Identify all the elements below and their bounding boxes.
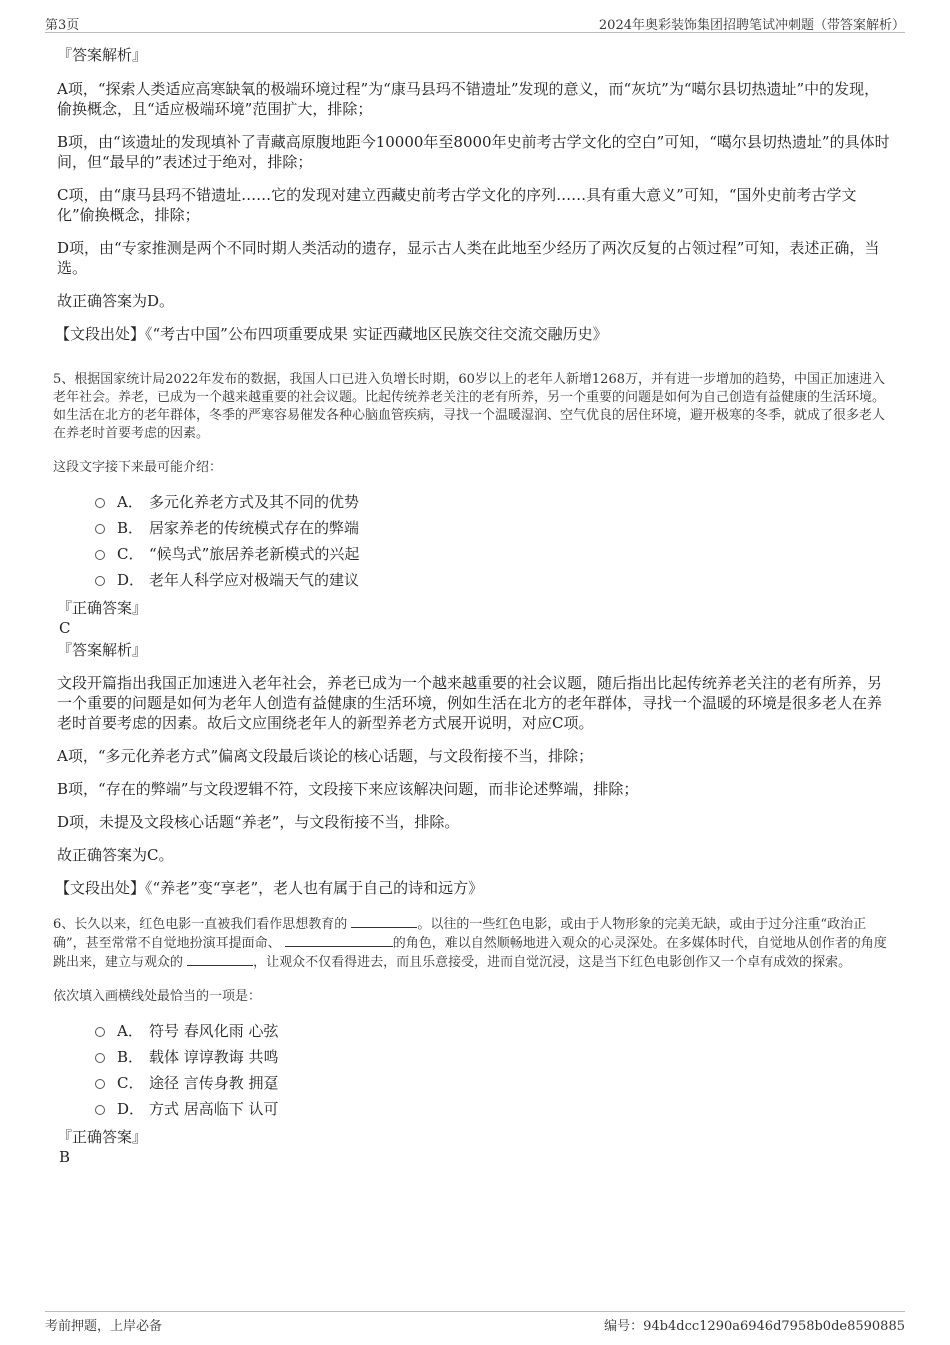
blank-3 (187, 953, 253, 966)
option-a[interactable]: A． 多元化养老方式及其不同的优势 (95, 489, 893, 515)
radio-icon[interactable] (95, 1079, 105, 1089)
question-5-text: 5、根据国家统计局2022年发布的数据，我国人口已进入负增长时期，60岁以上的老年人新增1268万，并有进一步增加的趋势，中国正加速进入老年社会。养老，已成为一个越来越重要的社会议题。比起传统养老关注的老有所养，另一个重要的问题是如何为自己创造有益健康的生活环境。如生活在北方的老年群体，冬季的严寒容易催发各种心脑血管疾病，寻找一个温暖湿润、空气优良的居住环境，避开极寒的冬季，就成了很多老人在养老时首要考虑的因素。 (53, 372, 886, 441)
document-title: 2024年奥彩装饰集团招聘笔试冲刺题（带答案解析） (598, 18, 905, 33)
footer-slogan: 考前押题，上岸必备 (45, 1319, 163, 1334)
page-header (45, 10, 905, 33)
analysis-d: D项，未提及文段核心话题“养老”，与文段衔接不当，排除。 (57, 813, 460, 831)
correct-answer-label: 『正确答案』 (57, 599, 148, 617)
option-d[interactable]: D． 方式 居高临下 认可 (95, 1096, 893, 1122)
question-5-options (95, 489, 893, 593)
question-6-text: 6、长久以来，红色电影一直被我们看作思想教育的 。以往的一些红色电影，或由于人物形象的完美无缺，或由于过分注重“政治正确”，甚至常常不自觉地扮演耳提面命、 的角色，难以自然顺畅地进入观众的心灵深处。在多媒体时代，自觉地从创作者的角度跳出来，建立与观众的 ，让观众不仅看得进去，而且乐意接受，进而自觉沉浸，这是当下红色电影创作又一个卓有成效的探索。 (53, 917, 887, 970)
blank-2 (285, 934, 393, 947)
radio-icon[interactable] (95, 498, 105, 508)
radio-icon[interactable] (95, 550, 105, 560)
correct-answer-label: 『正确答案』 (57, 1128, 148, 1146)
radio-icon[interactable] (95, 524, 105, 534)
source: 【文段出处】《“养老”变“享老”，老人也有属于自己的诗和远方》 (55, 879, 484, 897)
question-6-options (95, 1018, 893, 1122)
option-b[interactable]: B． 居家养老的传统模式存在的弊端 (95, 515, 893, 541)
analysis-c: C项，由“康马县玛不错遗址……它的发现对建立西藏史前考古学文化的序列……具有重大意义”可知，“国外史前考古学文化”偷换概念，排除； (57, 186, 857, 224)
source: 【文段出处】《“考古中国”公布四项重要成果 实证西藏地区民族交往交流交融历史》 (55, 325, 608, 343)
document-content (53, 44, 893, 1166)
analysis-body: 文段开篇指出我国正加速进入老年社会，养老已成为一个越来越重要的社会议题，随后指出比起传统养老关注的老有所养，另一个重要的问题是如何为老年人创造有益健康的生活环境，例如生活在北方的老年群体，寻找一个温暖的环境是很多老人在养老时首要考虑的因素。故后文应围绕老年人的新型养老方式展开说明，对应C项。 (57, 674, 883, 732)
option-d[interactable]: D． 老年人科学应对极端天气的建议 (95, 567, 893, 593)
option-c[interactable]: C． 途径 言传身教 拥趸 (95, 1070, 893, 1096)
analysis-b: B项，由“该遗址的发现填补了青藏高原腹地距今10000年至8000年史前考古学文化的空白”可知，“噶尔县切热遗址”的具体时间，但“最早的”表述过于绝对，排除； (57, 133, 890, 171)
document-id: 编号：94b4dcc1290a6946d7958b0de8590885 (604, 1319, 905, 1334)
radio-icon[interactable] (95, 1027, 105, 1037)
analysis-a: A项，“多元化养老方式”偏离文段最后谈论的核心话题，与文段衔接不当，排除； (57, 747, 594, 765)
analysis-d: D项，由“专家推测是两个不同时期人类活动的遗存，显示古人类在此地至少经历了两次反复的占领过程”可知，表述正确，当选。 (57, 239, 880, 277)
conclusion: 故正确答案为D。 (57, 292, 175, 310)
analysis-b: B项，“存在的弊端”与文段逻辑不符，文段接下来应该解决问题，而非论述弊端，排除； (57, 780, 639, 798)
radio-icon[interactable] (95, 1105, 105, 1115)
correct-answer: B (59, 1148, 71, 1166)
analysis-a: A项，“探索人类适应高寒缺氧的极端环境过程”为“康马县玛不错遗址”发现的意义，而“灰坑”为“噶尔县切热遗址”中的发现，偷换概念，且“适应极端环境”范围扩大，排除； (57, 80, 880, 118)
page-number: 第3页 (45, 18, 80, 33)
question-5-prompt: 这段文字接下来最可能介绍： (53, 460, 223, 475)
option-a[interactable]: A． 符号 春风化雨 心弦 (95, 1018, 893, 1044)
option-b[interactable]: B． 载体 谆谆教诲 共鸣 (95, 1044, 893, 1070)
correct-answer: C (59, 619, 71, 637)
page-footer (45, 1311, 905, 1340)
option-c[interactable]: C． “候鸟式”旅居养老新模式的兴起 (95, 541, 893, 567)
analysis-label: 『答案解析』 (57, 641, 148, 659)
blank-1 (351, 915, 417, 928)
analysis-label: 『答案解析』 (57, 46, 148, 64)
radio-icon[interactable] (95, 1053, 105, 1063)
radio-icon[interactable] (95, 576, 105, 586)
question-6-prompt: 依次填入画横线处最恰当的一项是： (53, 989, 262, 1004)
conclusion: 故正确答案为C。 (57, 846, 174, 864)
